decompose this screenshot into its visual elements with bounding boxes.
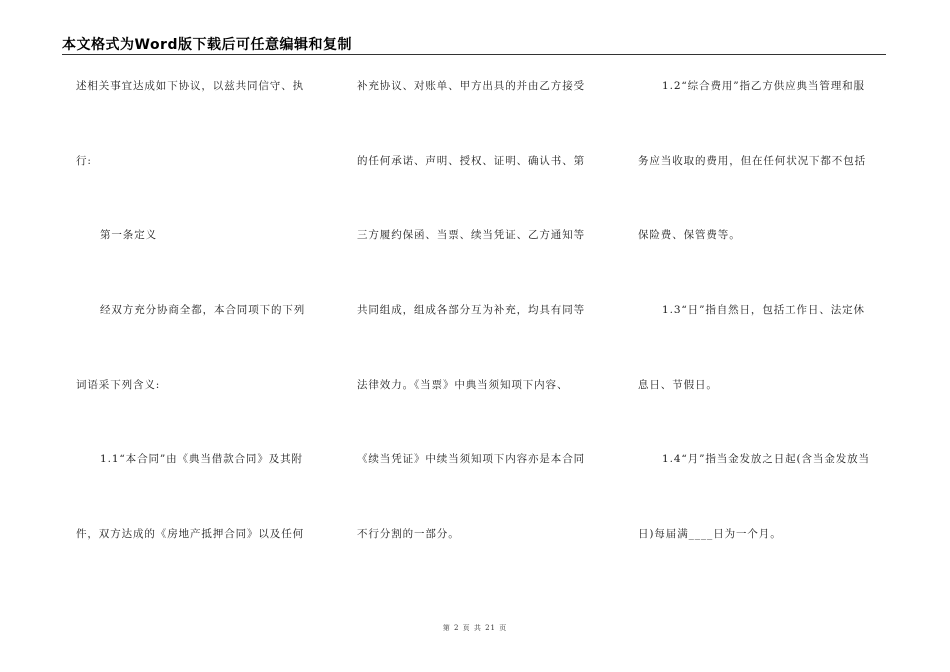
- column-3-line: 日)每届满____日为一个月。: [638, 528, 782, 541]
- column-1-line: 件，双方达成的《房地产抵押合同》以及任何: [76, 528, 304, 541]
- document-header-title: 本文格式为Word版下载后可任意编辑和复制: [62, 37, 352, 53]
- column-3-line: 保险费、保管费等。: [638, 229, 741, 242]
- column-2-line: 《续当凭证》中续当须知项下内容亦是本合同: [357, 453, 585, 466]
- column-2-line: 共同组成，组成各部分互为补充，均具有同等: [357, 304, 585, 317]
- header-divider: [62, 54, 886, 55]
- column-1-line: 1.1“本合同”由《典当借款合同》及其附: [100, 453, 303, 466]
- column-2-line: 的任何承诺、声明、授权、证明、确认书、第: [357, 154, 585, 167]
- text-column-3: [638, 77, 883, 600]
- column-1-line: 词语采下列含义:: [76, 378, 161, 391]
- column-2-line: 三方履约保函、当票、续当凭证、乙方通知等: [357, 229, 585, 242]
- text-column-1: [76, 77, 321, 600]
- column-3-line: 息日、节假日。: [638, 378, 718, 391]
- column-1-line: 述相关事宜达成如下协议，以兹共同信守、执: [76, 80, 304, 92]
- column-2-line: 补充协议、对账单、甲方出具的并由乙方接受: [357, 80, 585, 92]
- column-2-line: 法律效力。《当票》中典当须知项下内容、: [357, 378, 569, 391]
- column-3-line: 务应当收取的费用，但在任何状况下都不包括: [638, 154, 866, 167]
- column-2-line: 不行分割的一部分。: [357, 528, 460, 541]
- column-3-line: 1.3“日”指自然日，包括工作日、法定休: [662, 304, 865, 317]
- text-column-2: [357, 77, 602, 600]
- section-heading: 第一条定义: [100, 229, 157, 242]
- column-1-line: 经双方充分协商全都，本合同项下的下列: [100, 304, 306, 317]
- column-1-line: 行:: [76, 154, 92, 167]
- column-3-line: 1.4“月”指当金发放之日起(含当金发放当: [662, 453, 870, 466]
- page-number: 第 2 页 共 21 页: [442, 624, 508, 632]
- column-3-line: 1.2“综合费用”指乙方供应典当管理和服: [662, 80, 865, 92]
